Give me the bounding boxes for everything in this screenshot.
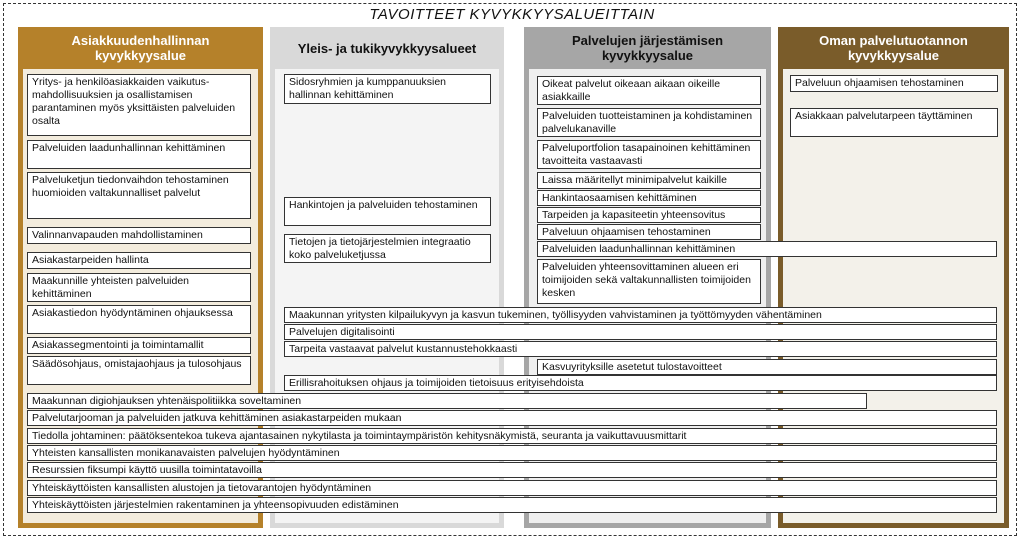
goal-box: Asiakastiedon hyödyntäminen ohjauksessa xyxy=(27,305,251,334)
goal-box: Palveluiden laadunhallinnan kehittäminen xyxy=(537,241,997,257)
spanning-goal-box: Maakunnan digiohjauksen yhtenäispolitiikka soveltaminen xyxy=(27,393,867,409)
spanning-goal-box: Resurssien fiksumpi käyttö uusilla toimintatavoilla xyxy=(27,462,997,478)
goal-box: Hankintaosaamisen kehittäminen xyxy=(537,190,761,206)
goal-box: Palveluketjun tiedonvaihdon tehostaminen huomioiden valtakunnalliset palvelut xyxy=(27,172,251,219)
column-header-organizing: Palvelujen järjestämisen kyvykkyysalue xyxy=(524,27,771,69)
spanning-goal-box: Tiedolla johtaminen: päätöksentekoa tukeva ajantasainen nykytilasta ja toimintaympäristön kehitysnäkymistä, seuranta ja vaikuttavuusmittarit xyxy=(27,428,997,444)
goal-box: Sidosryhmien ja kumppanuuksien hallinnan kehittäminen xyxy=(284,74,491,104)
goal-box: Palveluportfolion tasapainoinen kehittäminen tavoitteita vastaavasti xyxy=(537,140,761,169)
goal-box: Tarpeiden ja kapasiteetin yhteensovitus xyxy=(537,207,761,223)
goal-box: Yritys- ja henkilöasiakkaiden vaikutus-mahdollisuuksien ja osallistamisen parantaminen myös yksittäisten palveluiden osalta xyxy=(27,74,251,136)
goal-box: Palveluun ohjaamisen tehostaminen xyxy=(537,224,761,240)
goal-box: Valinnanvapauden mahdollistaminen xyxy=(27,227,251,244)
goal-box: Palveluun ohjaamisen tehostaminen xyxy=(790,75,998,92)
goal-box: Oikeat palvelut oikeaan aikaan oikeille asiakkaille xyxy=(537,76,761,105)
goal-box: Palveluiden tuotteistaminen ja kohdistaminen palvelukanaville xyxy=(537,108,761,137)
goal-box: Hankintojen ja palveluiden tehostaminen xyxy=(284,197,491,226)
goal-box: Asiakastarpeiden hallinta xyxy=(27,252,251,269)
column-header-general: Yleis- ja tukikyvykkyysalueet xyxy=(270,27,504,69)
goal-box: Laissa määritellyt minimipalvelut kaikille xyxy=(537,172,761,189)
spanning-goal-box: Palvelutarjooman ja palveluiden jatkuva kehittäminen asiakastarpeiden mukaan xyxy=(27,410,997,426)
goal-box: Palveluiden laadunhallinnan kehittäminen xyxy=(27,140,251,169)
spanning-goal-box: Yhteisten kansallisten monikanavaisten palvelujen hyödyntäminen xyxy=(27,445,997,461)
spanning-goal-box: Yhteiskäyttöisten kansallisten alustojen ja tietovarantojen hyödyntäminen xyxy=(27,480,997,496)
goal-box: Tietojen ja tietojärjestelmien integraatio koko palveluketjussa xyxy=(284,234,491,263)
spanning-goal-box: Erillisrahoituksen ohjaus ja toimijoiden tietoisuus erityisehdoista xyxy=(284,375,997,391)
goal-box: Säädösohjaus, omistajaohjaus ja tulosohjaus xyxy=(27,356,251,385)
goal-box: Palveluiden yhteensovittaminen alueen eri toimijoiden sekä valtakunnallisten toimijoiden kesken xyxy=(537,259,761,304)
spanning-goal-box: Yhteiskäyttöisten järjestelmien rakentaminen ja yhteensopivuuden edistäminen xyxy=(27,497,997,513)
goal-box: Asiakkaan palvelutarpeen täyttäminen xyxy=(790,108,998,137)
spanning-goal-box: Tarpeita vastaavat palvelut kustannustehokkaasti xyxy=(284,341,997,357)
spanning-goal-box: Kasvuyrityksille asetetut tulostavoitteet xyxy=(537,359,997,375)
column-header-own-production: Oman palvelutuotannon kyvykkyysalue xyxy=(778,27,1009,69)
spanning-goal-box: Palvelujen digitalisointi xyxy=(284,324,997,340)
diagram-title: TAVOITTEET KYVYKKYYSALUEITTAIN xyxy=(369,6,655,23)
goal-box: Asiakassegmentointi ja toimintamallit xyxy=(27,337,251,354)
goal-box: Maakunnille yhteisten palveluiden kehittäminen xyxy=(27,273,251,302)
spanning-goal-box: Maakunnan yritysten kilpailukyvyn ja kasvun tukeminen, työllisyyden vahvistaminen ja työttömyyden vähentäminen xyxy=(284,307,997,323)
column-header-customer: Asiakkuudenhallinnan kyvykkyysalue xyxy=(18,27,263,69)
